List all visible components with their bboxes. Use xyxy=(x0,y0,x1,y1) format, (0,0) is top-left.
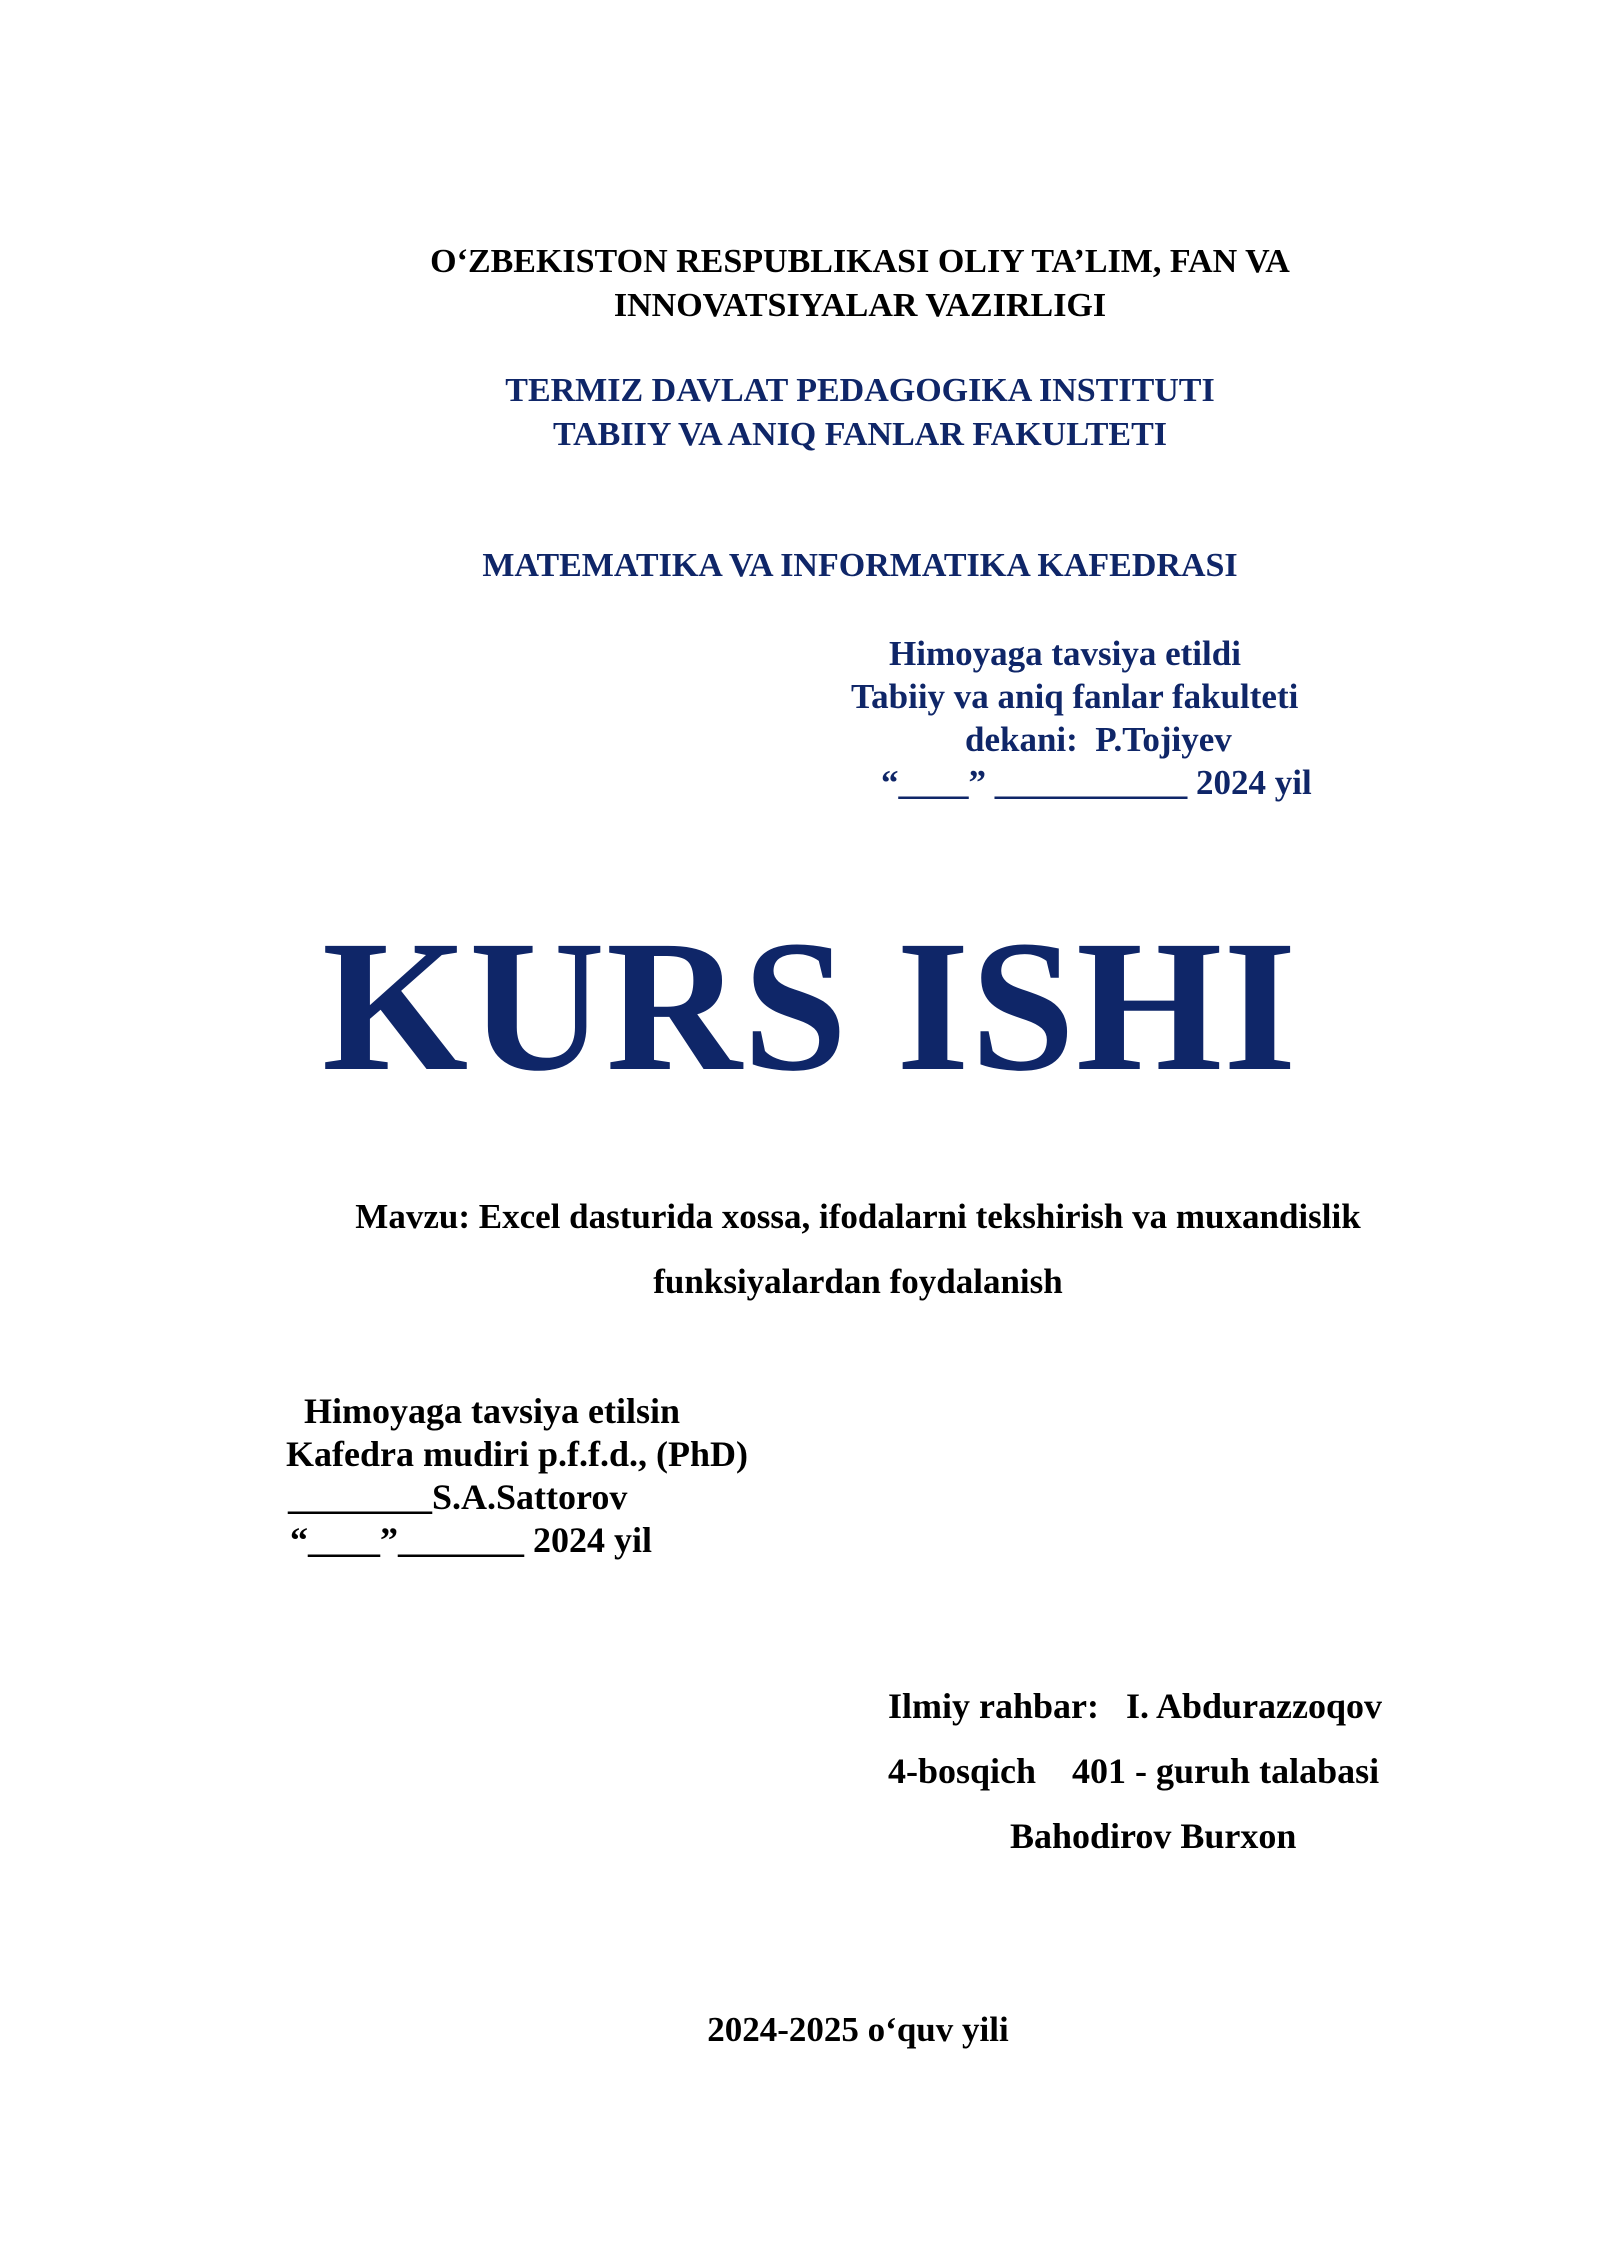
ministry-line-1: O‘ZBEKISTON RESPUBLIKASI OLIY TA’LIM, FAN VA xyxy=(430,243,1290,280)
head-approval-line-4: “____”_______ 2024 yil xyxy=(290,1520,653,1560)
academic-year: 2024-2025 o‘quv yili xyxy=(707,2010,1009,2049)
dean-approval-line-4: “____” ___________ 2024 yil xyxy=(881,763,1312,802)
topic-line-1: Mavzu: Excel dasturida xossa, ifodalarni tekshirish va muxandislik xyxy=(355,1197,1361,1236)
dean-approval-line-2: Tabiiy va aniq fanlar fakulteti xyxy=(851,677,1299,716)
head-approval-line-3: ________S.A.Sattorov xyxy=(288,1477,628,1517)
ministry-line-2: INNOVATSIYALAR VAZIRLIGI xyxy=(613,287,1107,324)
head-approval-line-2: Kafedra mudiri p.f.f.d., (PhD) xyxy=(286,1434,748,1474)
supervisor-line: Ilmiy rahbar: I. Abdurazzoqov xyxy=(888,1686,1383,1726)
topic-line-2: funksiyalardan foydalanish xyxy=(653,1262,1063,1301)
institute-line-2: TABIIY VA ANIQ FANLAR FAKULTETI xyxy=(552,416,1168,453)
student-group-line: 4-bosqich 401 - guruh talabasi xyxy=(888,1751,1380,1791)
department-name: MATEMATIKA VA INFORMATIKA KAFEDRASI xyxy=(482,547,1238,584)
dean-approval-line-3: dekani: P.Tojiyev xyxy=(965,720,1232,759)
student-name: Bahodirov Burxon xyxy=(1010,1816,1297,1856)
dean-approval-line-1: Himoyaga tavsiya etildi xyxy=(889,634,1241,673)
document-title: KURS ISHI xyxy=(322,901,1298,1110)
institute-line-1: TERMIZ DAVLAT PEDAGOGIKA INSTITUTI xyxy=(505,372,1215,409)
head-approval-line-1: Himoyaga tavsiya etilsin xyxy=(304,1391,680,1431)
